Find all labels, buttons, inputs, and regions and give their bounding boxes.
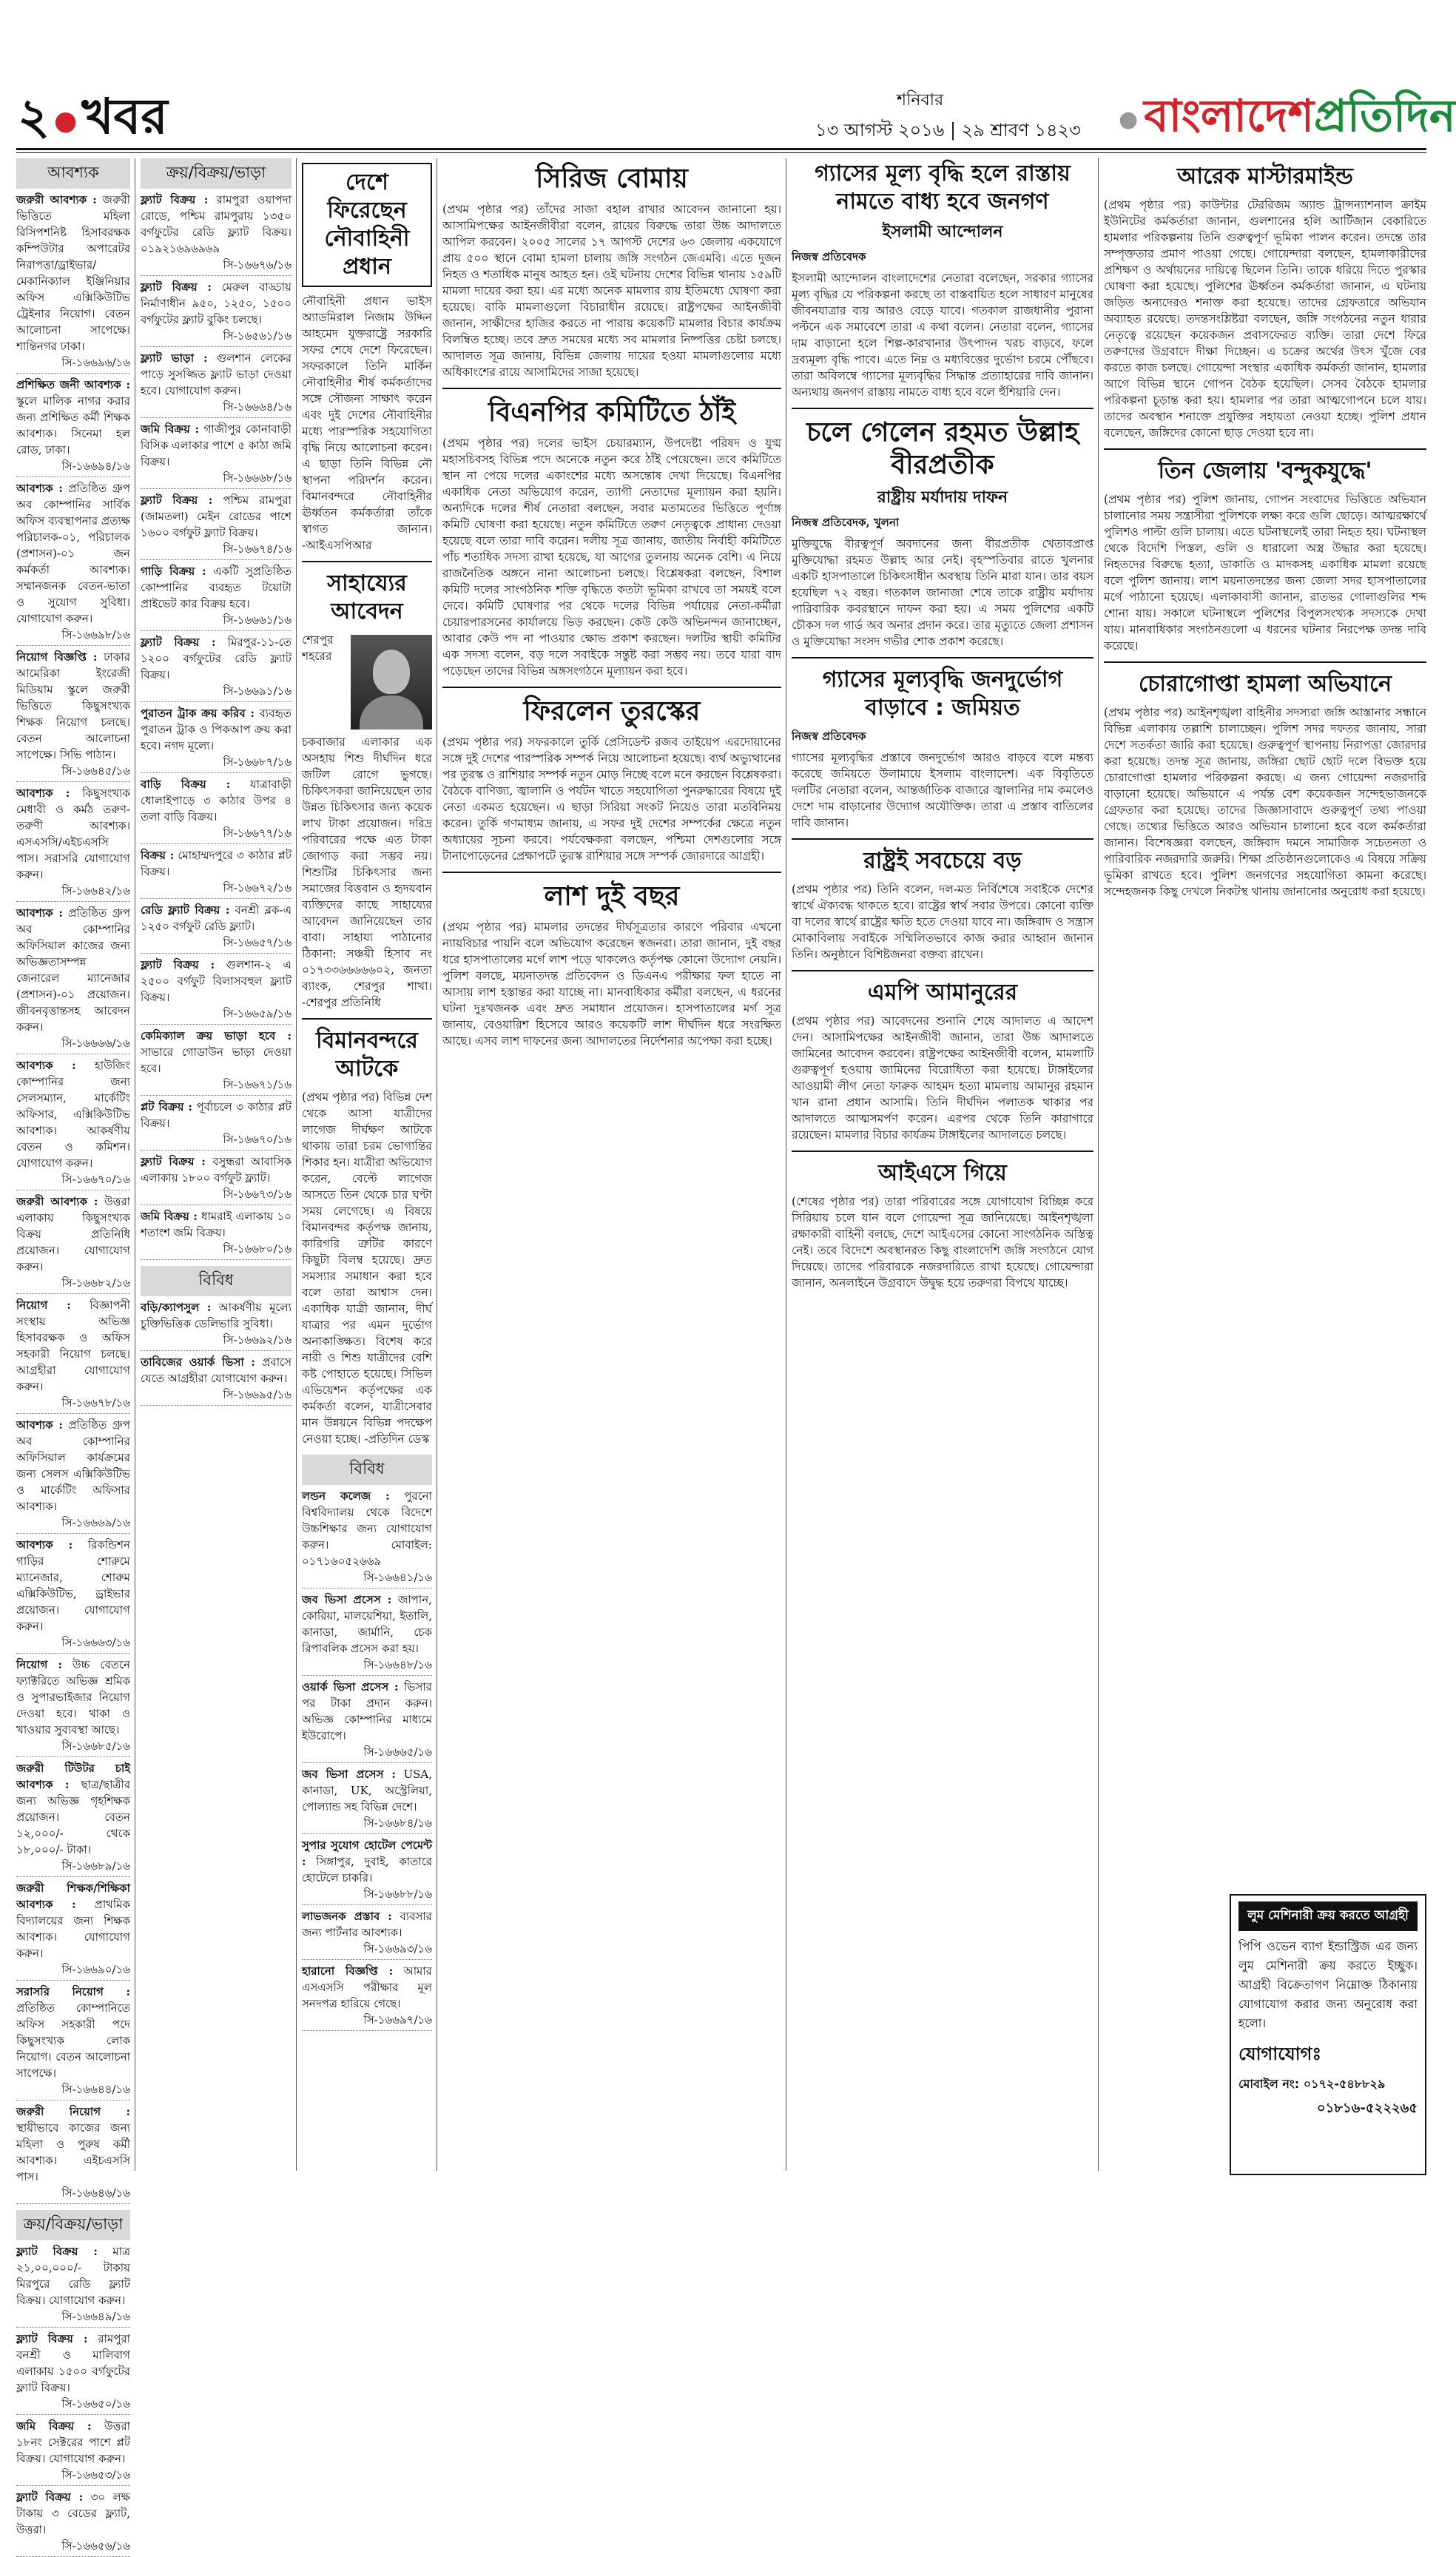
classified-item bbox=[16, 649, 130, 782]
classified-text: মিরপুর-১১-তে ১২০০ বর্গফুটের রেডি ফ্ল্যাট বিক্রয়। bbox=[141, 636, 291, 681]
classified-text: ৩০ লক্ষ টাকায় ৩ বেডের ফ্ল্যাট, উত্তরা। bbox=[16, 2490, 130, 2536]
divider bbox=[302, 1018, 432, 1020]
article-body: (প্রথম পৃষ্ঠার পর) পুলিশ জানায়, গোপন সংবাদের ভিত্তিতে অভিযান চালানোর সময় সন্ত্রাসীরা পুলিশকে লক্ষ্য করে গুলি ছোড়ে। আত্মরক্ষার্থে পুলিশও পাল্টা গুলি চালায়। এতে ঘটনাস্থলেই তারা নিহত হয়। ঘটনাস্থল থেকে বিদেশি পিস্তল, গুলি ও ধারালো অস্ত্র উদ্ধার করা হয়েছে। নিহতদের বিরুদ্ধে হত্যা, ডাকাতি ও মাদকসহ একাধিক মামলা রয়েছে বলে পুলিশ জানায়। লাশ ময়নাতদন্তের জন্য জেলা সদর হাসপাতালের মর্গে পাঠানো হয়েছে। এলাকাবাসী জানান, রাতভর গোলাগুলির শব্দ শোনা যায়। সকালে ঘটনাস্থলে পুলিশের বিপুলসংখ্যক সদস্যকে দেখা যায়। মানবাধিকার সংগঠনগুলো এ ধরনের ঘটনার নিরপেক্ষ তদন্ত দাবি করেছে। bbox=[1104, 493, 1426, 653]
classified-lead: হারানো বিজ্ঞপ্তি : bbox=[302, 1964, 394, 1978]
classified-ref: সি-১৬৬৭৩/১৬ bbox=[223, 1187, 291, 1201]
classified-text: মেরুল বাড্ডায় নির্মাণাধীন ৯৫০, ১২৫০, ১৫০০ বর্গফুটের ফ্ল্যাট বুকিং চলছে। bbox=[141, 280, 291, 326]
classified-lead: জব ভিসা প্রসেস : bbox=[302, 1593, 392, 1606]
classified-text: গুলশান-২ এ ২৫০০ বর্গফুট বিলাসবহুল ফ্ল্যাট বিক্রয়। bbox=[141, 958, 291, 1004]
classified-ref: সি-১৬৬৫৩/১৬ bbox=[61, 2468, 130, 2482]
headline-covert-attack: চোরাগোপ্তা হামলা অভিযানে bbox=[1139, 671, 1392, 697]
classified-text: উচ্চ বেতনে ফ্যাক্টরিতে অভিজ্ঞ শ্রমিক ও সুপারভাইজার নিয়োগ দেওয়া হবে। থাকা ও খাওয়ার সুব্যবস্থা আছে। bbox=[16, 1658, 130, 1736]
classified-column-2 bbox=[141, 158, 291, 2171]
classified-text: ধামরাই এলাকায় ১০ শতাংশ জমি বিক্রয়। bbox=[141, 1210, 291, 1239]
classified-lead: নিয়োগ : bbox=[16, 1298, 71, 1312]
headline-gas-price: গ্যাসের মূল্য বৃদ্ধি হলে রাস্তায় নামতে বাধ্য হবে জনগণ bbox=[815, 161, 1071, 215]
divider bbox=[792, 838, 1093, 840]
headline-is: আইএসে গিয়ে bbox=[878, 1160, 1007, 1186]
classified-lead: বড়ি/ক্যাপসুল : bbox=[141, 1301, 212, 1314]
classified-text: গাজীপুর কোনাবাড়ী বিসিক এলাকার পাশে ৫ কাঠা জমি বিক্রয়। bbox=[141, 422, 291, 468]
headline-freedom-fighter: চলে গেলেন রহমত উল্লাহ বীরপ্রতীক bbox=[806, 417, 1079, 480]
classified-lead: ফ্ল্যাট বিক্রয় : bbox=[141, 1155, 206, 1168]
classified-ref: সি-১৬৬৮৯/১৬ bbox=[61, 1859, 130, 1873]
classified-item bbox=[141, 705, 291, 773]
classified-text: আকর্ষণীয় মূল্যে চুক্তিভিত্তিক ডেলিভারি সুবিধা। bbox=[141, 1301, 291, 1330]
classified-text: প্রাথমিক বিদ্যালয়ের জন্য শিক্ষক আবশ্যক। যোগাযোগ করুন। bbox=[16, 1898, 130, 1960]
classified-item bbox=[141, 1354, 291, 1406]
brand-logo: ● বাংলাদেশপ্রতিদিন bbox=[1119, 90, 1456, 142]
classified-text: রামপুরা বনশ্রী ও মালিবাগ এলাকায় ১৫০০ বর্গফুটের ফ্ল্যাট বিক্রয়। bbox=[16, 2332, 130, 2394]
section-heading: বিবিধ bbox=[302, 1455, 432, 1485]
ad-title: লুম মেশিনারী ক্রয় করতে আগ্রহী bbox=[1238, 1901, 1418, 1931]
classified-text: ব্যবহৃত পুরাতন ট্রাক ও পিকআপ ক্রয় করা হবে। নগদ মূল্যে। bbox=[141, 707, 291, 752]
classified-item bbox=[16, 1760, 130, 1877]
header-rule bbox=[16, 148, 1426, 150]
classified-item bbox=[141, 563, 291, 631]
news-column-6 bbox=[1104, 158, 1426, 1882]
classified-ref: সি-১৬৬৯৪/১৬ bbox=[61, 459, 130, 473]
classified-item bbox=[16, 1417, 130, 1534]
classified-lead: আবশ্যক : bbox=[16, 1418, 63, 1432]
classified-ref: সি-১৬৬৬৩/১৬ bbox=[61, 1636, 130, 1649]
classified-text: প্রতিষ্ঠিত কোম্পানিতে অফিস সহকারী পদে কিছুসংখ্যক লোক নিয়োগ। বেতন আলোচনা সাপেক্ষে। bbox=[16, 2001, 130, 2080]
classified-item bbox=[16, 2243, 130, 2328]
classified-text: স্কুলে মালিক নাগর করার জন্য প্রশিক্ষিত কর্মী শিক্ষক আবশ্যক। সিনেমা হল রোড, ঢাকা। bbox=[16, 394, 130, 457]
classified-lead: ফ্ল্যাট বিক্রয় : bbox=[141, 636, 216, 649]
section-heading: ক্রয়/বিক্রয়/ভাড়া bbox=[16, 2210, 130, 2240]
divider bbox=[792, 408, 1093, 409]
byline: নিজস্ব প্রতিবেদক, খুলনা bbox=[792, 516, 900, 529]
classified-item bbox=[16, 1193, 130, 1294]
column-divider bbox=[296, 158, 297, 2171]
classified-ref: সি-১৬৬৯০/১৬ bbox=[61, 1963, 130, 1976]
classified-ref: সি-১৬৬৯৮/১৬ bbox=[61, 628, 130, 641]
classified-lead: জমি বিক্রয় : bbox=[141, 422, 200, 436]
classified-lead: আবশ্যক : bbox=[16, 1059, 76, 1072]
classified-text: জরুরী ভিত্তিতে মহিলা রিসিপশনিষ্ট হিসাবরক্ষক কম্পিউটার অপারেটর নিরাপত্তা/ড্রাইভার/মেকানিক্যাল ইঞ্জিনিয়ার অফিস এক্সিকিউটিভ ট্রেইনার নিয়োগ। বেতন আলোচনা সাপেক্ষে। শান্তিনগর ঢাকা। bbox=[16, 193, 130, 353]
classified-ref: সি-১৬৬৪৪/১৬ bbox=[61, 2083, 130, 2096]
headline-turkey: ফিরলেন তুরস্কের bbox=[523, 696, 701, 727]
classified-item bbox=[16, 480, 130, 646]
classified-lead: প্লট বিক্রয় : bbox=[141, 1100, 192, 1114]
classified-text: গুলশান লেকের পাড়ে সুসজ্জিত ফ্ল্যাট ভাড়া দেওয়া হবে। যোগাযোগ করুন। bbox=[141, 351, 291, 397]
classified-text: হাউজিং কোম্পানির জন্য সেলসম্যান, মার্কেটিং অফিসার, এক্সিকিউটিভ আবশ্যক। আকর্ষণীয় বেতন ও কমিশন। যোগাযোগ করুন। bbox=[16, 1059, 130, 1170]
classified-item bbox=[141, 957, 291, 1025]
classified-ref: সি-১৬৬৮৫/১৬ bbox=[61, 1739, 130, 1753]
classified-lead: সরাসরি নিয়োগ : bbox=[16, 1985, 130, 1998]
article-body: (প্রথম পৃষ্ঠার পর) তাঁদের সাজা বহাল রাখার আবেদন জানানো হয়। আসামিপক্ষের আইনজীবীরা বলেন, রায়ের বিরুদ্ধে তারা উচ্চ আদালতে আপিল করবেন। ২০০৫ সালের ১৭ আগস্ট দেশের ৬৩ জেলায় একযোগে প্রায় ৫০০ স্থানে বোমা হামলা চালায় জঙ্গি সংগঠন জেএমবি। এতে দুজন নিহত ও শতাধিক মানুষ আহত হন। ওই ঘটনায় দেশের বিভিন্ন থানায় ১৫৯টি মামলা দায়ের করা হয়। এর মধ্যে অনেক মামলার রায় ইতিমধ্যে ঘোষণা করা হয়েছে। বাকি মামলাগুলো বিচারাধীন রয়েছে। রাষ্ট্রপক্ষের আইনজীবী জানান, সাক্ষীদের হাজির করতে না পারায় কয়েকটি মামলার বিচার কার্যক্রম বিলম্বিত হচ্ছে। তবে দ্রুত সময়ের মধ্যে সব মামলার নিষ্পত্তির চেষ্টা চলছে। আদালত সূত্র জানায়, বিভিন্ন জেলায় দায়ের হওয়া মামলাগুলোর মধ্যে অধিকাংশের রায়ে আসামিদের সাজা হয়েছে। bbox=[442, 203, 781, 379]
classified-ref: সি-১৬৬৭৪/১৬ bbox=[223, 542, 291, 556]
section-heading: ক্রয়/বিক্রয়/ভাড়া bbox=[141, 158, 291, 189]
classified-ref: সি-১৬৫৬১/১৬ bbox=[223, 329, 291, 343]
ad-contact-label: যোগাযোগঃ bbox=[1238, 2044, 1322, 2064]
classified-ref: সি-১৬৬৭৮/১৬ bbox=[61, 1396, 130, 1409]
divider bbox=[442, 388, 781, 389]
classified-ref: সি-১৬৬৬৬/১৬ bbox=[61, 1037, 130, 1050]
classified-text: পূর্বাচলে ৩ কাঠার প্লট বিক্রয়। bbox=[141, 1100, 291, 1130]
headline-bnp-committee: বিএনপির কমিটিতে ঠাঁই bbox=[488, 397, 736, 428]
bullet-icon: ● bbox=[1119, 106, 1139, 132]
classified-lead: লাভজনক প্রস্তাব : bbox=[302, 1910, 392, 1923]
headline-help-appeal: সাহায্যের আবেদন bbox=[327, 570, 407, 624]
classified-lead: কেমিক্যাল ক্রয় ভাড়া হবে : bbox=[141, 1029, 291, 1042]
article-body: (প্রথম পৃষ্ঠার পর) আইনশৃঙ্খলা বাহিনীর সদস্যরা জঙ্গি আস্তানার সন্ধানে বিভিন্ন এলাকায় তল্লাশি চালাচ্ছেন। পুলিশ সদর দফতর জানায়, সারা দেশে সতর্কতা জারি করা হয়েছে। গুরুত্বপূর্ণ স্থাপনায় নিরাপত্তা জোরদার করা হয়েছে। তদন্ত সূত্র জানায়, জঙ্গিরা ছোট ছোট দলে বিভক্ত হয়ে চোরাগোপ্তা হামলার পরিকল্পনা করছে। এ জন্য গোয়েন্দা নজরদারি বাড়ানো হয়েছে। অভিযানে এ পর্যন্ত বেশ কয়েকজন সন্দেহভাজনকে গ্রেফতার করা হয়েছে। তাদের জিজ্ঞাসাবাদে গুরুত্বপূর্ণ তথ্য পাওয়া গেছে। তথ্যের ভিত্তিতে আরও অভিযান চালানো হবে বলে কর্মকর্তারা জানান। বিশেষজ্ঞরা বলছেন, জঙ্গিবাদ দমনে সামাজিক সচেতনতা ও পারিবারিক নজরদারি জরুরি। শিক্ষা প্রতিষ্ঠানগুলোকেও এ বিষয়ে সক্রিয় ভূমিকা রাখতে হবে। পুলিশ জনগণের সহযোগিতা কামনা করেছে। সন্দেহজনক কিছু দেখলে নিকটস্থ থানায় জানানোর অনুরোধ করা হয়েছে। bbox=[1104, 706, 1426, 898]
classified-item bbox=[141, 1099, 291, 1151]
classified-text: বনশ্রী ব্লক-এ ১২৫০ বর্গফুট রেডি ফ্ল্যাট। bbox=[141, 903, 291, 933]
article-body: (প্রথম পৃষ্ঠার পর) আবেদনের শুনানি শেষে আদালত এ আদেশ দেন। আসামিপক্ষের আইনজীবী জানান, তারা উচ্চ আদালতে জামিনের আবেদন করবেন। রাষ্ট্রপক্ষের আইনজীবী বলেন, মামলাটি গুরুত্বপূর্ণ হওয়ায় জামিনের বিরোধিতা করা হয়েছে। টাঙ্গাইলের আওয়ামী লীগ নেতা ফারুক আহমদ হত্যা মামলায় আমানুর রহমান খান রানা প্রধান আসামি। তিনি দীর্ঘদিন পলাতক থাকার পর আদালতে আত্মসমর্পণ করেন। এরপর থেকে তিনি কারাগারে রয়েছেন। মামলার বিচার কার্যক্রম টাঙ্গাইলের আদালতে চলছে। bbox=[792, 1014, 1093, 1142]
classified-ref: সি-১৬৬৫০/১৬ bbox=[61, 2397, 130, 2411]
classified-text: ভিসার পর টাকা প্রদান করুন। অভিজ্ঞ কোম্পানির মাধ্যমে ইউরোপে। bbox=[302, 1680, 432, 1742]
classified-lead: ফ্ল্যাট বিক্রয় : bbox=[16, 2245, 98, 2258]
article-body: (প্রথম পৃষ্ঠার পর) বিভিন্ন দেশ থেকে আসা যাত্রীদের লাগেজ দীর্ঘক্ষণ আটকে থাকায় তারা চরম ভোগান্তির শিকার হন। যাত্রীরা অভিযোগ করেন, বেল্টে লাগেজ আসতে তিন থেকে চার ঘণ্টা সময় লেগেছে। এ বিষয়ে বিমানবন্দর কর্তৃপক্ষ জানায়, কারিগরি ত্রুটির কারণে কিছুটা বিলম্ব হয়েছে। দ্রুত সমস্যার সমাধান করা হবে বলে তারা আশ্বাস দেন। একাধিক যাত্রী জানান, দীর্ঘ যাত্রার পর এমন দুর্ভোগ অনাকাঙ্ক্ষিত। বিশেষ করে নারী ও শিশু যাত্রীদের বেশি কষ্ট পোহাতে হয়েছে। সিভিল এভিয়েশন কর্তৃপক্ষের এক কর্মকর্তা বলেন, যাত্রীসেবার মান উন্নয়নে বিভিন্ন পদক্ষেপ নেওয়া হচ্ছে। -প্রতিদিন ডেস্ক bbox=[302, 1091, 432, 1446]
classified-ref: সি-১৬৬৯৭/১৬ bbox=[363, 2013, 432, 2027]
divider bbox=[302, 561, 432, 562]
classified-item bbox=[141, 776, 291, 844]
classified-item bbox=[141, 1299, 291, 1351]
article-body: গ্যাসের মূল্যবৃদ্ধির প্রস্তাবে জনদুর্ভোগ আরও বাড়বে বলে মন্তব্য করেছে জমিয়তে উলামায়ে ইসলাম বাংলাদেশ। এক বিবৃতিতে দলটির নেতারা বলেন, আন্তর্জাতিক বাজারে জ্বালানির দাম কমলেও দেশে দাম বাড়ানোর উদ্যোগ অযৌক্তিক। তারা এ প্রস্তাব বাতিলের দাবি জানান। bbox=[792, 751, 1093, 829]
classified-text: প্রতিষ্ঠিত গ্রুপ অব কোম্পানির অফিসিয়াল কাজের জন্য অভিজ্ঞতাসম্পন্ন জেনারেল ম্যানেজার (প্রশাসন)-০১ প্রয়োজন। জীবনবৃত্তান্তসহ আবেদন করুন। bbox=[16, 906, 130, 1034]
divider bbox=[792, 970, 1093, 971]
headline-navy-chief: দেশে ফিরেছেন নৌবাহিনী প্রধান bbox=[302, 163, 432, 287]
column-divider bbox=[1098, 158, 1099, 2171]
classified-lead: ফ্ল্যাট বিক্রয় : bbox=[16, 2332, 88, 2345]
classified-ref: সি-১৬৬৬৫/১৬ bbox=[363, 1745, 432, 1759]
classified-text: উত্তরা এলাকায় কিছুসংখ্যক বিক্রয় প্রতিনিধি প্রয়োজন। যোগাযোগ করুন। bbox=[16, 1195, 130, 1273]
classified-item bbox=[302, 1908, 432, 1960]
article-body: (প্রথম পৃষ্ঠার পর) কাউন্টার টেররিজম অ্যান্ড ট্রান্সন্যাশনাল ক্রাইম ইউনিটের কর্মকর্তারা জানান, গুলশানের হলি আর্টিজান বেকারিতে হামলার পরিকল্পনায় তিনি গুরুত্বপূর্ণ ভূমিকা পালন করেন। তদন্তে তার সম্পৃক্ততার প্রমাণ পাওয়া গেছে। গোয়েন্দারা বলছেন, হামলাকারীদের প্রশিক্ষণ ও অর্থায়নের দায়িত্বে ছিলেন তিনি। তাকে ধরিয়ে দিতে পুরস্কার ঘোষণা করা হয়েছে। পুলিশের ঊর্ধ্বতন কর্মকর্তারা জানান, এ ঘটনায় জড়িত অন্যদেরও শনাক্ত করা হয়েছে। তাদের গ্রেফতারে অভিযান অব্যাহত রয়েছে। তদন্তসংশ্লিষ্টরা বলছেন, জঙ্গি সংগঠনের নতুন ধারার নেতৃত্বে রয়েছেন কয়েকজন প্রবাসফেরত ব্যক্তি। তারা দেশে ফিরে তরুণদের উগ্রবাদে দীক্ষা দিচ্ছেন। এ চক্রের অর্থের উৎস খুঁজে বের করতে কাজ চলছে। গোয়েন্দা সংস্থার একাধিক কর্মকর্তা জানান, হামলার আগে বিভিন্ন স্থানে গোপন বৈঠক হয়েছিল। সেসব বৈঠকে হামলার পরিকল্পনা চূড়ান্ত করা হয়। হামলার পর তারা আত্মগোপনে চলে যায়। তাদের অবস্থান শনাক্তে প্রযুক্তির সহায়তা নেওয়া হচ্ছে। পুলিশ প্রধান বলেছেন, জঙ্গিদের কোনো ছাড় দেওয়া হবে না। bbox=[1104, 198, 1426, 439]
classified-item bbox=[16, 377, 130, 477]
classified-ref: সি-১৬৬৭১/১৬ bbox=[223, 1078, 291, 1091]
classified-lead: জরুরী আবশ্যক : bbox=[16, 1195, 98, 1208]
classified-text: জাপান, কোরিয়া, মালয়েশিয়া, ইতালি, কানাডা, জার্মানি, চেক রিপাবলিক প্রসেস করা হয়। bbox=[302, 1593, 432, 1655]
classified-ref: সি-১৬৬৮২/১৬ bbox=[61, 1276, 130, 1290]
subheadline: রাষ্ট্রীয় মর্যাদায় দাফন bbox=[877, 488, 1008, 507]
classified-item bbox=[16, 785, 130, 902]
byline: নিজস্ব প্রতিবেদক bbox=[792, 250, 866, 263]
classified-item bbox=[302, 1963, 432, 2031]
classified-text: স্থায়ীভাবে কাজের জন্য মহিলা ও পুরুষ কর্মী আবশ্যক। এইচএসসি পাস। bbox=[16, 2121, 130, 2183]
classified-ref: সি-১৬৬৬১/১৬ bbox=[223, 613, 291, 627]
bullet-icon: ● bbox=[53, 105, 78, 136]
classified-lead: আবশ্যক : bbox=[16, 1538, 73, 1552]
headline-mp-amanur: এমপি আমানুরের bbox=[867, 980, 1018, 1005]
classified-lead: জরুরী শিক্ষক/শিক্ষিকা আবশ্যক : bbox=[16, 1881, 130, 1911]
classified-ref: সি-১৬৬৬৯/১৬ bbox=[61, 1516, 130, 1529]
classified-item bbox=[16, 2418, 130, 2486]
classified-ref: সি-১৬৬৭২/১৬ bbox=[223, 881, 291, 895]
classified-item bbox=[141, 847, 291, 899]
classified-lead: জমি বিক্রয় : bbox=[16, 2419, 92, 2433]
classified-item bbox=[302, 1488, 432, 1589]
classified-lead: জরুরী আবশ্যক : bbox=[16, 193, 97, 206]
classified-ref: সি-১৬৬৯৩/১৬ bbox=[363, 1942, 432, 1955]
classified-lead: ফ্ল্যাট ভাড়া : bbox=[141, 351, 208, 365]
classified-lead: নিয়োগ বিজ্ঞপ্তি : bbox=[16, 650, 98, 664]
classified-item bbox=[16, 2489, 130, 2557]
classified-item bbox=[16, 2103, 130, 2204]
classified-lead: আবশ্যক : bbox=[16, 786, 70, 800]
classified-lead: ফ্ল্যাট বিক্রয় : bbox=[141, 493, 213, 507]
classified-lead: তাবিজের ওয়ার্ক ভিসা : bbox=[141, 1355, 255, 1369]
classified-item bbox=[16, 2331, 130, 2415]
classified-ref: সি-১৬৬৪১/১৬ bbox=[363, 1571, 432, 1584]
classified-item bbox=[141, 902, 291, 954]
classified-item bbox=[302, 1837, 432, 1905]
classified-lead: বিক্রয় : bbox=[141, 849, 175, 862]
classified-item bbox=[16, 1057, 130, 1190]
headline-jamiat: গ্যাসের মূল্যবৃদ্ধি জনদুর্ভোগ বাড়াবে : জমিয়ত bbox=[822, 667, 1063, 721]
headline-body-two-years: লাশ দুই বছর bbox=[544, 881, 680, 912]
classified-item bbox=[141, 634, 291, 702]
classified-text: একটি সুপ্রতিষ্ঠিত কোম্পানির ব্যবহৃত টয়োটা প্রাইভেট কার বিক্রয় হবে। bbox=[141, 565, 291, 610]
classified-ref: সি-১৬৬৭০/১৬ bbox=[61, 1173, 130, 1186]
divider bbox=[792, 1151, 1093, 1152]
classified-ref: সি-১৬৬৯২/১৬ bbox=[223, 1333, 291, 1347]
classified-item bbox=[302, 1766, 432, 1834]
classified-text: ব্যবসার জন্য পার্টনার আবশ্যক। bbox=[302, 1910, 432, 1939]
article-body: ইসলামী আন্দোলন বাংলাদেশের নেতারা বলেছেন, সরকার গ্যাসের মূল্য বৃদ্ধির যে পরিকল্পনা করছে তা বাস্তবায়িত হলে সাধারণ মানুষের জীবনযাত্রার ব্যয় আরও বেড়ে যাবে। গতকাল রাজধানীর পুরানা পল্টনে এক সমাবেশে তারা এ কথা বলেন। নেতারা বলেন, গ্যাসের দাম বাড়ানো হলে শিল্প-কারখানার উৎপাদন খরচ বাড়বে, ফলে দ্রব্যমূল্য বৃদ্ধি পাবে। এতে নিম্ন ও মধ্যবিত্তের দুর্ভোগ চরমে পৌঁছবে। তারা অবিলম্বে গ্যাসের মূল্যবৃদ্ধির সিদ্ধান্ত প্রত্যাহারের দাবি জানান। অন্যথায় জনগণ রাস্তায় নামতে বাধ্য হবে বলে হুঁশিয়ারি দেন। bbox=[792, 272, 1093, 399]
section-heading: বিবিধ bbox=[141, 1266, 291, 1296]
classified-lead: জব ভিসা প্রসেস : bbox=[302, 1768, 396, 1781]
classified-ref: সি-১৬৬৮৭/১৬ bbox=[223, 755, 291, 769]
classified-text: সাভারে গোডাউন ভাড়া দেওয়া হবে। bbox=[141, 1045, 291, 1075]
classified-text: প্রতিষ্ঠিত গ্রুপ অব কোম্পানির সার্বিক অফিস ব্যবস্থাপনার প্রত্যক্ষ পরিচালক-০১, পরিচালক (প্রশাসন)-০১ জন কর্মকর্তা আবশ্যক। সম্মানজনক বেতন-ভাতা ও সুযোগ সুবিধা। যোগাযোগ করুন। bbox=[16, 482, 130, 625]
classified-ref: সি-১৬৬৪৬/১৬ bbox=[61, 2186, 130, 2200]
classified-lead: বাড়ি বিক্রয় : bbox=[141, 778, 231, 791]
classified-lead: জরুরী নিয়োগ : bbox=[16, 2105, 130, 2118]
classified-lead: জরুরী টিউটর চাই আবশ্যক : bbox=[16, 1762, 130, 1791]
classified-ref: সি-১৬৬৪৫/১৬ bbox=[61, 764, 130, 778]
classified-text: মাত্র ২১,০০,০০০/- টাকায় মিরপুরে রেডি ফ্ল্যাট বিক্রয়। যোগাযোগ করুন। bbox=[16, 2245, 130, 2307]
classified-item bbox=[141, 350, 291, 418]
classified-item bbox=[141, 1028, 291, 1096]
headline-series-bomb: সিরিজ বোমায় bbox=[536, 164, 688, 194]
classified-text: ছাত্র/ছাত্রীর জন্য অভিজ্ঞ গৃহশিক্ষক প্রয়োজন। বেতন ১২,০০০/- থেকে ১৮,০০০/- টাকা। bbox=[16, 1778, 130, 1856]
classified-text: রিকন্ডিশন গাড়ির শোরুমে ম্যানেজার, শোরুম এক্সিকিউটিভ, ড্রাইভার প্রয়োজন। যোগাযোগ করুন। bbox=[16, 1538, 130, 1633]
article-body: (প্রথম পৃষ্ঠার পর) তিনি বলেন, দল-মত নির্বিশেষে সবাইকে দেশের স্বার্থে ঐক্যবদ্ধ থাকতে হবে। রাষ্ট্রের স্বার্থ সবার উপরে। কোনো ব্যক্তি বা দলের স্বার্থে রাষ্ট্রের ক্ষতি হতে দেওয়া যাবে না। জঙ্গিবাদ ও সন্ত্রাস মোকাবিলায় সবাইকে সম্মিলিতভাবে কাজ করার আহ্বান জানান তিনি। অনুষ্ঠানে বিশিষ্টজনরা বক্তব্য রাখেন। bbox=[792, 883, 1093, 961]
classified-item bbox=[302, 1591, 432, 1676]
classified-ref: সি-১৬৬৪২/১৬ bbox=[61, 884, 130, 897]
classified-ref: সি-১৬৬৭০/১৬ bbox=[223, 1133, 291, 1146]
subheadline: ইসলামী আন্দোলন bbox=[882, 223, 1003, 241]
divider bbox=[792, 657, 1093, 658]
issue-date: ১৩ আগস্ট ২০১৬ | ২৯ শ্রাবণ ১৪২৩ bbox=[815, 120, 1081, 141]
classified-ref: সি-১৬৬৯১/১৬ bbox=[223, 684, 291, 698]
classified-column-1 bbox=[16, 158, 130, 2553]
classified-text: পুরনো বিশ্ববিদ্যালয় থেকে বিদেশে উচ্চশিক্ষার জন্য যোগাযোগ করুন। মোবাইল: ০১৭১৬০৫২৬৬৯ bbox=[302, 1489, 432, 1568]
article-body: নৌবাহিনী প্রধান ভাইস অ্যাডমিরাল নিজাম উদ্দিন আহমেদ যুক্তরাষ্ট্রে সরকারি সফর শেষে দেশে ফিরেছেন। সফরকালে তিনি মার্কিন নৌবাহিনীর শীর্ষ কর্মকর্তাদের সঙ্গে সৌজন্য সাক্ষাৎ করেন এবং দুই দেশের নৌবাহিনীর মধ্যে পারস্পরিক সহযোগিতা বৃদ্ধি নিয়ে আলোচনা করেন। এ ছাড়া তিনি বিভিন্ন নৌ স্থাপনা পরিদর্শন করেন। বিমানবন্দরে নৌবাহিনীর ঊর্ধ্বতন কর্মকর্তারা তাঁকে স্বাগত জানান। -আইএসপিআর bbox=[302, 294, 432, 552]
advertisement-box bbox=[1230, 1894, 1426, 2175]
child-photo bbox=[351, 635, 432, 730]
classified-item bbox=[16, 905, 130, 1054]
classified-ref: সি-১৬৬৬৪/১৬ bbox=[223, 400, 291, 414]
classified-item bbox=[16, 1880, 130, 1981]
article-body: (প্রথম পৃষ্ঠার পর) সফরকালে তুর্কি প্রেসিডেন্ট রজব তাইয়েপ এরদোয়ানের সঙ্গে দুই দেশের পারস্পরিক সম্পর্ক নিয়ে আলোচনা হয়েছে। ব্যর্থ অভ্যুত্থানের পর তুরস্ক ও রাশিয়ার সম্পর্ক নতুন মোড় নিচ্ছে বলে মনে করছেন বিশ্লেষকরা। বৈঠকে বাণিজ্য, জ্বালানি ও পর্যটন খাতে সহযোগিতা পুনরুদ্ধারের বিষয়ে দুই নেতা একমত হয়েছেন। এ ছাড়া সিরিয়া সংকট নিয়েও তারা মতবিনিময় করেন। তুর্কি গণমাধ্যম জানায়, এ সফর দুই দেশের সম্পর্কের ক্ষেত্রে নতুন অধ্যায়ের সূচনা করবে। পর্যবেক্ষকরা বলছেন, পশ্চিমা দেশগুলোর সঙ্গে টানাপোড়েনের প্রেক্ষাপটে তুরস্ক রাশিয়ার সঙ্গে সম্পর্ক জোরদারে আগ্রহী। bbox=[442, 735, 781, 863]
ad-text: পিপি ওভেন ব্যাগ ইন্ডাস্ট্রিজ এর জন্য লুম মেশিনারী ক্রয় করতে ইচ্ছুক। আগ্রহী বিক্রেতাগণ নিম্নোক্ত ঠিকানায় যোগাযোগ করার জন্য অনুরোধ করা হলো। bbox=[1238, 1939, 1418, 2030]
classified-item bbox=[141, 279, 291, 347]
classified-lead: প্রশিক্ষিত জনী আবশ্যক : bbox=[16, 378, 130, 391]
issue-day: শনিবার bbox=[897, 91, 944, 110]
ad-mobile: মোবাইল নং: ০১৭২-৫৪৮৮২৯ bbox=[1238, 2077, 1386, 2091]
classified-item bbox=[16, 1657, 130, 1757]
classified-text: বিজ্ঞাপনী সংস্থায় অভিজ্ঞ হিসাবরক্ষক ও অফিস সহকারী নিয়োগ চলছে। আগ্রহীরা যোগাযোগ করুন। bbox=[16, 1298, 130, 1393]
classified-item bbox=[302, 1679, 432, 1763]
classified-ref: সি-১৬৬৯৫/১৬ bbox=[223, 1388, 291, 1401]
ad-mobile-2: ০১৮১৬-৫২২২৬৫ bbox=[1316, 2100, 1418, 2116]
byline: নিজস্ব প্রতিবেদক bbox=[792, 730, 866, 743]
section-heading: আবশ্যক bbox=[16, 158, 130, 189]
classified-lead: রেডি ফ্ল্যাট বিক্রয় : bbox=[141, 903, 230, 917]
classified-text: উত্তরা ১৮নং সেক্টরের পাশে প্লট বিক্রয়। যোগাযোগ করুন। bbox=[16, 2419, 130, 2465]
classified-ref: সি-১৬৬৬৮/১৬ bbox=[223, 471, 291, 485]
masthead bbox=[16, 87, 1456, 145]
classified-ref: সি-১৬৬৭৬/১৬ bbox=[223, 258, 291, 272]
classified-ref: সি-১৬৬৪৮/১৬ bbox=[363, 1658, 432, 1671]
classified-ref: সি-১৬৬৯৬/১৬ bbox=[61, 356, 130, 369]
classified-lead: ফ্ল্যাট বিক্রয় : bbox=[141, 193, 209, 206]
classified-lead: ওয়ার্ক ভিসা প্রসেস : bbox=[302, 1680, 399, 1694]
classified-lead: নিয়োগ : bbox=[16, 1658, 63, 1671]
headline-gunfight: তিন জেলায় 'বন্দুকযুদ্ধে' bbox=[1158, 458, 1372, 484]
classified-lead: পুরাতন ট্রাক ক্রয় করিব : bbox=[141, 707, 255, 720]
news-column-4 bbox=[442, 158, 781, 2171]
classified-item bbox=[16, 1537, 130, 1654]
classified-item bbox=[141, 1153, 291, 1205]
classified-text: আমার এসএসসি পরীক্ষার মূল সনদপত্র হারিয়ে গেছে। bbox=[302, 1964, 432, 2010]
classified-text: কিছুসংখ্যক মেধাবী ও কর্মঠ তরুণ-তরুণী আবশ্যক। এসএসসি/এইচএসসি পাস। সরাসরি যোগাযোগ করুন। bbox=[16, 786, 130, 881]
article-body: (প্রথম পৃষ্ঠার পর) দলের ভাইস চেয়ারম্যান, উপদেষ্টা পরিষদ ও যুগ্ম মহাসচিবসহ বিভিন্ন পদে অনেকে নতুন করে ঠাঁই পেয়েছেন। তবে কমিটিতে স্থান না পেয়ে দলের একাংশের মধ্যে অসন্তোষ দেখা দিয়েছে। বিএনপির একাধিক নেতা অভিযোগ করেন, ত্যাগী নেতাদের মূল্যায়ন করা হয়নি। অন্যদিকে দলের শীর্ষ নেতারা বলছেন, সবার মতামতের ভিত্তিতে পূর্ণাঙ্গ কমিটি ঘোষণা করা হয়েছে। নতুন কমিটিতে তরুণ নেতৃত্বকে প্রাধান্য দেওয়া হয়েছে বলে তারা দাবি করেন। দলীয় সূত্র জানায়, জাতীয় নির্বাহী কমিটিতে পাঁচ শতাধিক সদস্য রাখা হয়েছে, যা আগের তুলনায় অনেক বেশি। এ নিয়ে রাজনৈতিক অঙ্গনে নানা আলোচনা চলছে। বিশ্লেষকরা বলছেন, বিশাল কমিটি দলের সাংগঠনিক শক্তি বৃদ্ধিতে কতটা ভূমিকা রাখবে তা সময়ই বলে দেবে। কমিটি ঘোষণার পর থেকে দলের বিভিন্ন পর্যায়ের নেতা-কর্মীরা চেয়ারপারসনের কার্যালয়ে ভিড় করছেন। কেউ কেউ অভিনন্দন জানাচ্ছেন, আবার কেউ পদ না পাওয়ার ক্ষোভ প্রকাশ করছেন। দলটির স্থায়ী কমিটির এক সদস্য বলেন, বড় দলে সবাইকে সন্তুষ্ট করা সম্ভব নয়। তবে যারা বাদ পড়েছেন তাদের বিভিন্ন অঙ্গসংগঠনে মূল্যায়ন করা হবে। bbox=[442, 437, 781, 678]
headline-airport: বিমানবন্দরে আটকে bbox=[316, 1028, 418, 1082]
classified-lead: সুপার সুযোগ হোটেল পেমেন্ট : bbox=[302, 1839, 432, 1868]
divider bbox=[442, 872, 781, 873]
classified-ref: সি-১৬৬৪৯/১৬ bbox=[61, 2310, 130, 2323]
classified-lead: আবশ্যক : bbox=[16, 482, 63, 495]
classified-ref: সি-১৬৬৮৮/১৬ bbox=[363, 1887, 432, 1901]
classified-ref: সি-১৬৬৮০/১৬ bbox=[223, 1242, 291, 1256]
classified-text: সিঙ্গাপুর, দুবাই, কাতারে হোটেলে চাকরি। bbox=[302, 1855, 432, 1884]
classified-ref: সি-১৬৬৫৭/১৬ bbox=[223, 936, 291, 949]
headline-mastermind: আরেক মাস্টারমাইন্ড bbox=[1177, 164, 1353, 189]
classified-lead: ফ্ল্যাট বিক্রয় : bbox=[141, 958, 215, 971]
classified-item bbox=[16, 192, 130, 374]
classified-text: প্রতিষ্ঠিত গ্রুপ অব কোম্পানির অফিসিয়াল কার্যক্রমের জন্য সেলস এক্সিকিউটিভ ও মার্কেটিং অফিসার আবশ্যক। bbox=[16, 1418, 130, 1513]
classified-item bbox=[16, 1297, 130, 1414]
classified-text: রামপুরা ওয়াপদা রোডে, পশ্চিম রামপুরায় ১৩৫০ বর্গফুটের রেডি ফ্ল্যাট বিক্রয়। ০১৯২১৬৯৬৯৬৯ bbox=[141, 193, 291, 255]
article-body: মুক্তিযুদ্ধে বীরত্বপূর্ণ অবদানের জন্য বীরপ্রতীক খেতাবপ্রাপ্ত মুক্তিযোদ্ধা রহমত উল্লাহ আর নেই। বৃহস্পতিবার রাতে খুলনার একটি হাসপাতালে চিকিৎসাধীন অবস্থায় তিনি মারা যান। তার বয়স হয়েছিল ৭২ বছর। গতকাল জানাজা শেষে তাকে রাষ্ট্রীয় মর্যাদায় পারিবারিক কবরস্থানে দাফন করা হয়। এ সময় পুলিশের একটি চৌকস দল গার্ড অব অনার প্রদান করে। তার মৃত্যুতে জেলা প্রশাসন ও মুক্তিযোদ্ধা সংসদ গভীর শোক প্রকাশ করেছে। bbox=[792, 537, 1093, 648]
classified-ref: সি-১৬৬৫৯/১৬ bbox=[223, 1007, 291, 1020]
header-rule-thin bbox=[16, 152, 1426, 153]
article-body: (প্রথম পৃষ্ঠার পর) মামলার তদন্তের দীর্ঘসূত্রতার কারণে পরিবার এখনো ন্যায়বিচার পায়নি বলে অভিযোগ করেছেন স্বজনরা। তারা জানান, দুই বছর ধরে হাসপাতালের মর্গে লাশ পড়ে থাকলেও কর্তৃপক্ষ কোনো উদ্যোগ নেয়নি। পুলিশ বলছে, ময়নাতদন্ত প্রতিবেদন ও ডিএনএ পরীক্ষার ফল হাতে না আসায় লাশ হস্তান্তর করা যাচ্ছে না। মানবাধিকার কর্মীরা বলছেন, এ ধরনের ঘটনা দুঃখজনক এবং দ্রুত সমাধান প্রয়োজন। হাসপাতালের মর্গ সূত্র জানায়, বেওয়ারিশ হিসেবে আরও কয়েকটি লাশ দীর্ঘদিন ধরে সংরক্ষিত আছে। এসব লাশ দাফনের জন্য আদালতের নির্দেশনার অপেক্ষা করা হচ্ছে। bbox=[442, 920, 781, 1048]
classified-ref: সি-১৬৬৭৭/১৬ bbox=[223, 826, 291, 840]
classified-item bbox=[141, 1208, 291, 1260]
classified-text: মোহাম্মদপুরে ৩ কাঠার প্লট বিক্রয়। bbox=[141, 849, 291, 878]
article-body: (শেষের পৃষ্ঠার পর) তারা পরিবারের সঙ্গে যোগাযোগ বিচ্ছিন্ন করে সিরিয়ায় চলে যান বলে গোয়েন্দা সূত্র জানিয়েছে। আইনশৃঙ্খলা রক্ষাকারী বাহিনী বলছে, দেশে আইএসের কোনো সাংগঠনিক অস্তিত্ব নেই। তবে বিদেশে অবস্থানরত কিছু বাংলাদেশি জঙ্গি সংগঠনে যোগ দিয়েছে। তাদের পরিবারকে নজরদারিতে রাখা হয়েছে। গোয়েন্দারা জানান, অনলাইনে উগ্রবাদে উদ্বুদ্ধ হয়ে তরুণরা বিপথে যাচ্ছে। bbox=[792, 1195, 1093, 1290]
classified-text: ঢাকার আমেরিকা ইংরেজী মিডিয়াম স্কুলে জরুরী ভিত্তিতে কিছুসংখ্যক শিক্ষক নিয়োগ চলছে। বেতন আলোচনা সাপেক্ষে। সিভি পাঠান। bbox=[16, 650, 130, 761]
classified-item bbox=[141, 492, 291, 560]
classified-lead: গাড়ি বিক্রয় : bbox=[141, 565, 206, 578]
classified-text: বসুন্ধরা আবাসিক এলাকায় ১৮০০ বর্গফুট ফ্ল্যাট। bbox=[141, 1155, 291, 1185]
page-number: ২ ●খবর bbox=[18, 87, 168, 145]
divider bbox=[1104, 448, 1426, 450]
classified-text: USA, কানাডা, UK, অস্ট্রেলিয়া, পোল্যান্ড সহ বিভিন্ন দেশে। bbox=[302, 1768, 432, 1813]
classified-item bbox=[16, 1984, 130, 2100]
classified-lead: ফ্ল্যাট বিক্রয় : bbox=[141, 280, 212, 294]
news-column-5 bbox=[792, 158, 1093, 2171]
divider bbox=[442, 687, 781, 688]
classified-lead: লন্ডন কলেজ : bbox=[302, 1489, 390, 1503]
classified-ref: সি-১৬৬৮৪/১৬ bbox=[363, 1816, 432, 1830]
classified-text: যাত্রাবাড়ী ধোলাইপাড়ে ৩ কাঠার উপর ৪ তলা বাড়ি বিক্রয়। bbox=[141, 778, 291, 823]
classified-lead: আবশ্যক : bbox=[16, 906, 63, 920]
classified-lead: ফ্ল্যাট বিক্রয় : bbox=[16, 2490, 84, 2504]
classified-item bbox=[141, 421, 291, 489]
classified-item bbox=[141, 192, 291, 276]
article-body: শেরপুর শহরের চকবাজার এলাকার এক অসহায় শিশু দীর্ঘদিন ধরে জটিল রোগে ভুগছে। চিকিৎসকরা জানিয়েছেন তার উন্নত চিকিৎসার জন্য কয়েক লাখ টাকা প্রয়োজন। দরিদ্র পরিবারের পক্ষে এত টাকা জোগাড় করা সম্ভব নয়। শিশুটির চিকিৎসার জন্য সমাজের বিত্তবান ও হৃদয়বান ব্যক্তিদের কাছে সাহায্যের আবেদন জানিয়েছেন তার বাবা। সাহায্য পাঠানোর ঠিকানা: সঞ্চয়ী হিসাব নং ০১৭৩৩৬৬৬৬৬০২, জনতা ব্যাংক, শেরপুর শাখা। -শেরপুর প্রতিনিধি bbox=[302, 633, 432, 1009]
classified-ref: সি-১৬৬৫৬/১৬ bbox=[61, 2539, 130, 2553]
classified-text: প্রবাসে যেতে আগ্রহীরা যোগাযোগ করুন। bbox=[141, 1355, 291, 1385]
news-column-3 bbox=[302, 158, 432, 2171]
classified-text: পশ্চিম রামপুরা (জামতলা) মেইন রোডের পাশে ১৬০০ বর্গফুট ফ্ল্যাট বিক্রয়। bbox=[141, 493, 291, 539]
headline-state: রাষ্ট্রই সবচেয়ে বড় bbox=[863, 848, 1022, 874]
divider bbox=[1104, 661, 1426, 663]
classified-lead: জমি বিক্রয় : bbox=[141, 1210, 198, 1223]
